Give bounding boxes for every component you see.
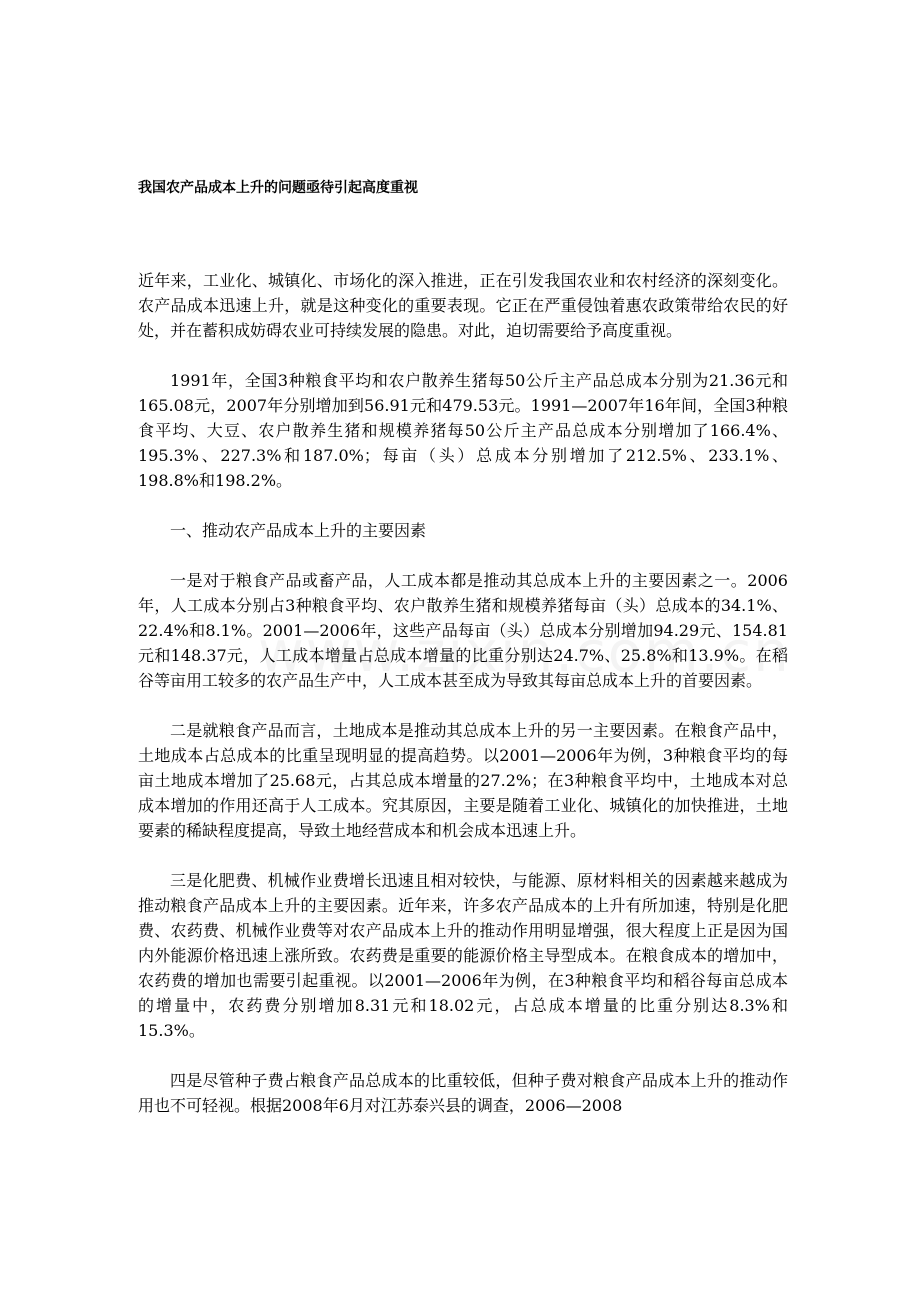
paragraph-cost-stats: 1991年，全国3种粮食平均和农户散养生猪每50公斤主产品总成本分别为21.36元和165.08元，2007年分别增加到56.91元和479.53元。1991—2007年16年间，全国3种粮食平均、大豆、农户散养生猪和规模养猪每50公斤主产品总成本分别增加了166.4%、195.3%、227.3%和187.0%；每亩（头）总成本分别增加了212.5%、233.1%、198.8%和198.2%。 — [138, 371, 788, 490]
paragraph-land-cost: 二是就粮食产品而言，土地成本是推动其总成本上升的另一主要因素。在粮食产品中，土地成本占总成本的比重呈现明显的提高趋势。以2001—2006年为例，3种粮食平均的每亩土地成本增加了25.68元，占其总成本增量的27.2%；在3种粮食平均中，土地成本对总成本增加的作用还高于人工成本。究其原因，主要是随着工业化、城镇化的加快推进，土地要素的稀缺程度提高，导致土地经营成本和机会成本迅速上升。 — [138, 721, 788, 840]
paragraph-seed-cost: 四是尽管种子费占粮食产品总成本的比重较低，但种子费对粮食产品成本上升的推动作用也不可轻视。根据2008年6月对江苏泰兴县的调查，2006—2008 — [138, 1071, 788, 1115]
paragraph-intro: 近年来，工业化、城镇化、市场化的深入推进，正在引发我国农业和农村经济的深刻变化。农产品成本迅速上升，就是这种变化的重要表现。它正在严重侵蚀着惠农政策带给农民的好处，并在蓄积成妨碍农业可持续发展的隐患。对此，迫切需要给予高度重视。 — [138, 271, 788, 340]
paragraph-fertilizer-cost: 三是化肥费、机械作业费增长迅速且相对较快，与能源、原材料相关的因素越来越成为推动粮食产品成本上升的主要因素。近年来，许多农产品成本的上升有所加速，特别是化肥费、农药费、机械作业费等对农产品成本上升的推动作用明显增强，很大程度上正是因为国内外能源价格迅速上涨所致。农药费是重要的能源价格主导型成本。在粮食成本的增加中，农药费的增加也需要引起重视。以2001—2006年为例，在3种粮食平均和稻谷每亩总成本的增量中，农药费分别增加8.31元和18.02元，占总成本增量的比重分别达8.3%和15.3%。 — [138, 871, 788, 1040]
paragraph-labor-cost: 一是对于粮食产品或畜产品，人工成本都是推动其总成本上升的主要因素之一。2006年，人工成本分别占3种粮食平均、农户散养生猪和规模养猪每亩（头）总成本的34.1%、22.4%和8.1%。2001—2006年，这些产品每亩（头）总成本分别增加94.29元、154.81元和148.37元，人工成本增量占总成本增量的比重分别达24.7%、25.8%和13.9%。在稻谷等亩用工较多的农产品生产中，人工成本甚至成为导致其每亩总成本上升的首要因素。 — [138, 571, 788, 690]
section-heading: 一、推动农产品成本上升的主要因素 — [170, 521, 427, 540]
document-body — [138, 268, 788, 1143]
document-title: 我国农产品成本上升的问题亟待引起高度重视 — [138, 180, 418, 196]
